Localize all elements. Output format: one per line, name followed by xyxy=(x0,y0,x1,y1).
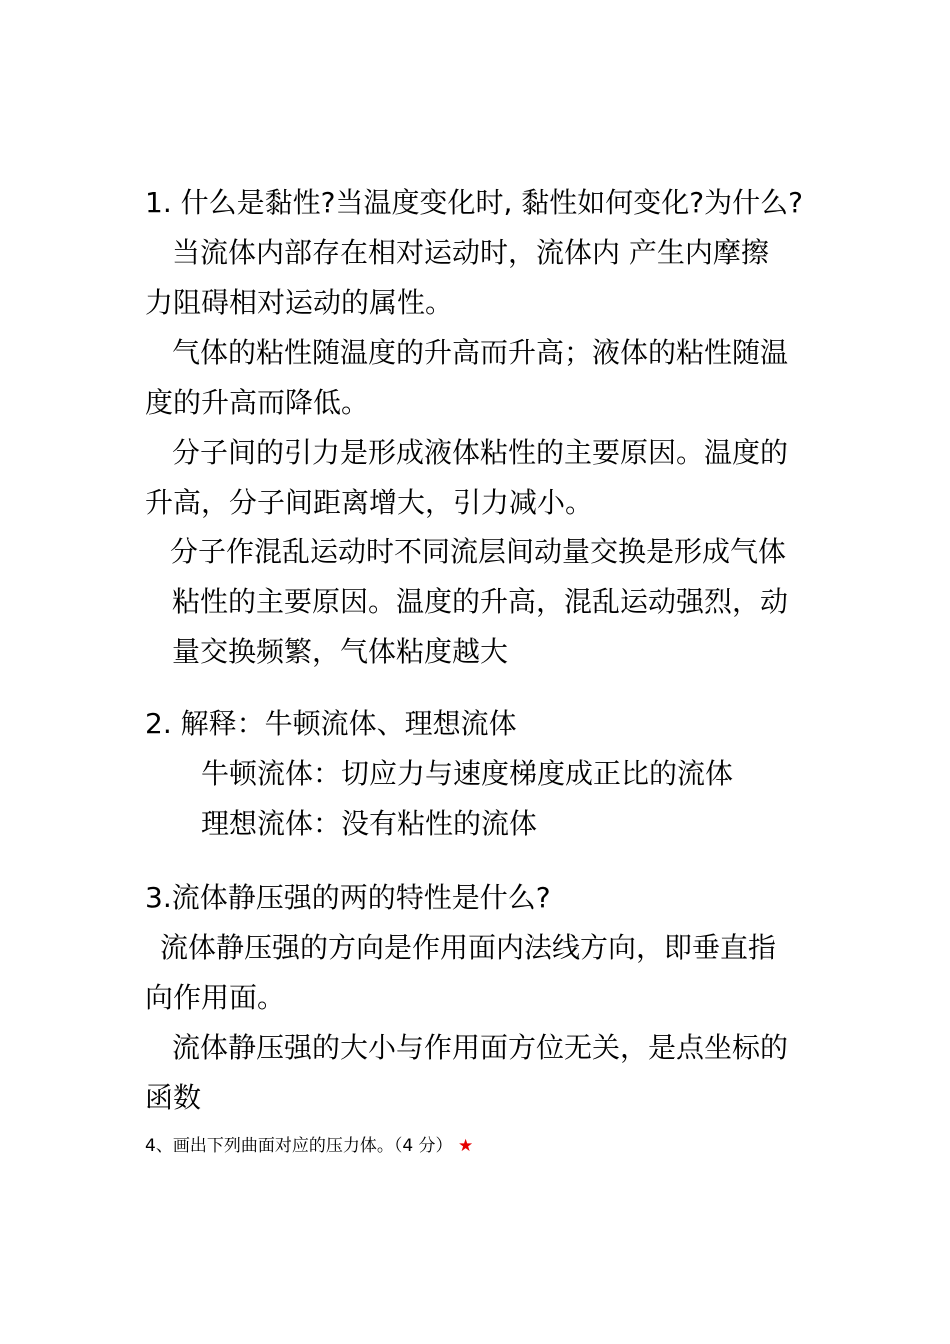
answer-1-para-3-line-2: 升高，分子间距离增大，引力减小。 xyxy=(145,486,594,519)
answer-1-para-4-line-1: 分子作混乱运动时不同流层间动量交换是形成气体 xyxy=(170,535,787,568)
answer-2-ideal-fluid: 理想流体：没有粘性的流体 xyxy=(201,807,538,840)
question-3: 3.流体静压强的两的特性是什么? xyxy=(145,881,551,914)
answer-2-newtonian-fluid: 牛顿流体：切应力与速度梯度成正比的流体 xyxy=(201,757,734,790)
answer-1-para-1-line-2: 力阻碍相对运动的属性。 xyxy=(145,286,454,319)
question-2: 2. 解释：牛顿流体、理想流体 xyxy=(145,707,517,740)
answer-1-para-2-line-2: 度的升高而降低。 xyxy=(145,386,370,419)
question-4-text: 4、画出下列曲面对应的压力体。（4 分） xyxy=(145,1136,453,1156)
question-1: 1. 什么是黏性?当温度变化时, 黏性如何变化?为什么? xyxy=(145,186,804,219)
answer-3-para-1-line-1: 流体静压强的方向是作用面内法线方向，即垂直指 xyxy=(160,931,777,964)
star-icon: ★ xyxy=(457,1136,474,1156)
answer-1-para-2-line-1: 气体的粘性随温度的升高而升高；液体的粘性随温 xyxy=(172,336,789,369)
answer-3-para-2-line-2: 函数 xyxy=(145,1081,202,1114)
question-4 xyxy=(145,1134,473,1158)
answer-1-para-4-line-2: 粘性的主要原因。温度的升高，混乱运动强烈，动 xyxy=(172,585,789,618)
answer-1-para-3-line-1: 分子间的引力是形成液体粘性的主要原因。温度的 xyxy=(172,436,789,469)
answer-3-para-1-line-2: 向作用面。 xyxy=(145,981,286,1014)
answer-1-para-4-line-3: 量交换频繁，气体粘度越大 xyxy=(172,635,509,668)
answer-1-para-1-line-1: 当流体内部存在相对运动时，流体内 产生内摩擦 xyxy=(172,236,769,269)
answer-3-para-2-line-1: 流体静压强的大小与作用面方位无关，是点坐标的 xyxy=(172,1031,789,1064)
